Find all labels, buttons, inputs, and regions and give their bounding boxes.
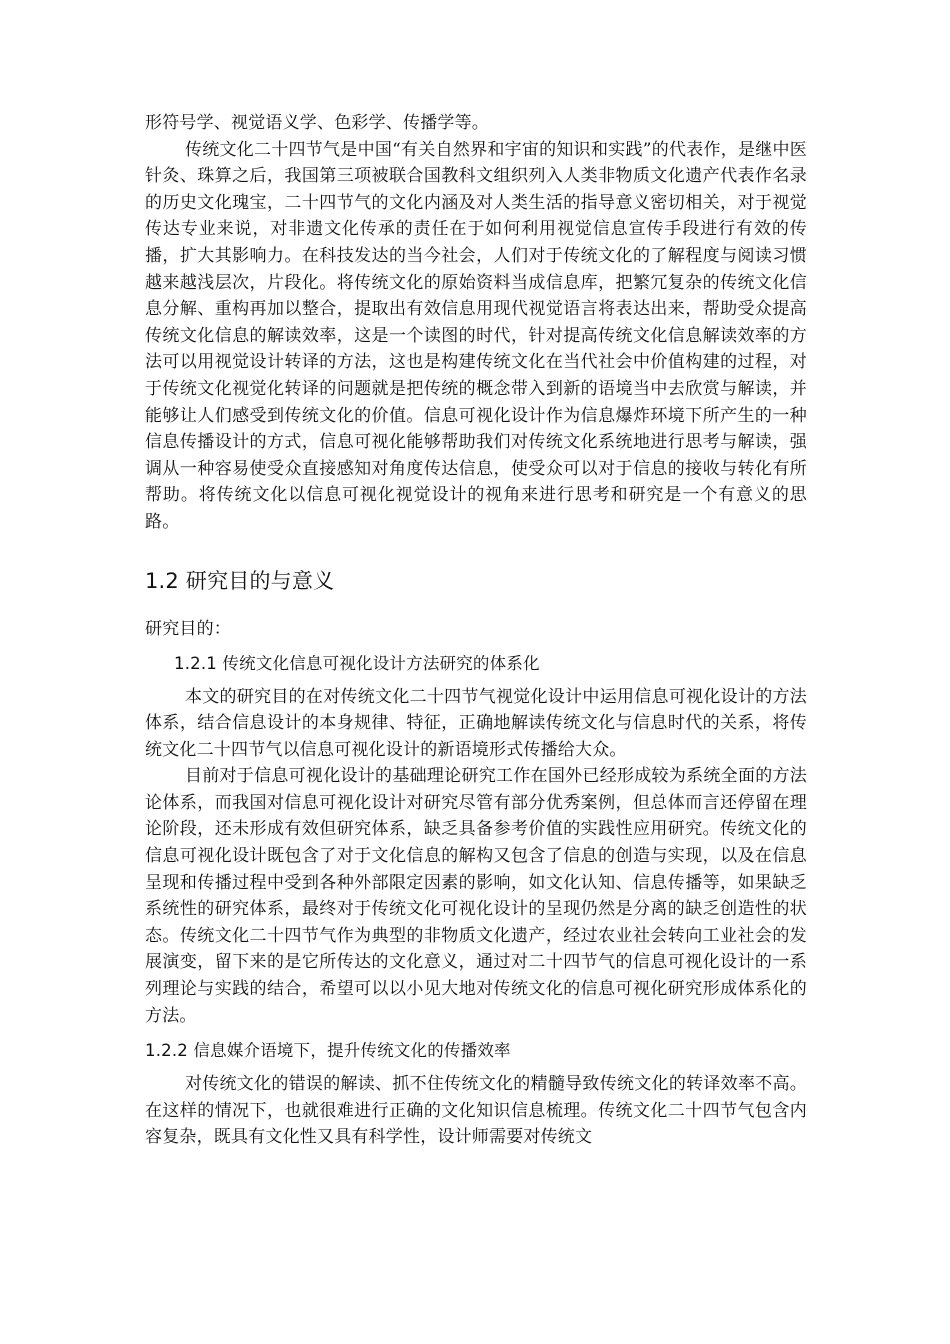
paragraph-solar-terms-background: 传统文化二十四节气是中国“有关自然界和宇宙的知识和实践”的代表作，是继中医针灸、珠算之后，我国第三项被联合国教科文组织列入人类非物质文化遗产代表作名录的历史文化瑰宝，二十四节气的文化内涵及对人类生活的指导意义密切相关，对于视觉传达专业来说，对非遗文化传承的责任在于如何利用视觉信息宣传手段进行有效的传播，扩大其影响力。在科技发达的当今社会，人们对于传统文化的了解程度与阅读习惯越来越浅层次，片段化。将传统文化的原始资料当成信息库，把繁冗复杂的传统文化信息分解、重构再加以整合，提取出有效信息用现代视觉语言将表达出来，帮助受众提高传统文化信息的解读效率，这是一个读图的时代，针对提高传统文化信息解读效率的方法可以用视觉设计转译的方法，这也是构建传统文化在当代社会中价值构建的过程，对于传统文化视觉化转译的问题就是把传统的概念带入到新的语境当中去欣赏与解读，并能够让人们感受到传统文化的价值。信息可视化设计作为信息爆炸环境下所产生的一种信息传播设计的方式，信息可视化能够帮助我们对传统文化系统地进行思考与解读，强调从一种容易使受众直接感知对角度传达信息，使受众可以对于信息的接收与转化有所帮助。将传统文化以信息可视化视觉设计的视角来进行思考和研究是一个有意义的思路。	[145, 139, 807, 532]
research-purpose-label: 研究目的：	[145, 618, 231, 639]
section-heading-1-2: 1.2 研究目的与意义	[145, 568, 335, 593]
paragraph-research-purpose: 本文的研究目的在对传统文化二十四节气视觉化设计中运用信息可视化设计的方法体系，结合信息设计的本身规律、特征，正确地解读传统文化与信息时代的关系，将传统文化二十四节气以信息可视化设计的新语境形式传播给大众。	[145, 686, 807, 760]
paragraph-intro-continuation: 形符号学、视觉语义学、色彩学、传播学等。	[145, 113, 489, 133]
paragraph-methodology-status: 目前对于信息可视化设计的基础理论研究工作在国外已经形成较为系统全面的方法论体系，而我国对信息可视化设计对研究尽管有部分优秀案例，但总体而言还停留在理论阶段，还未形成有效但研究体系，缺乏具备参考价值的实践性应用研究。传统文化的信息可视化设计既包含了对于文化信息的解构又包含了信息的创造与实现，以及在信息呈现和传播过程中受到各种外部限定因素的影响，如文化认知、信息传播等，如果缺乏系统性的研究体系，最终对于传统文化可视化设计的呈现仍然是分离的缺乏创造性的状态。传统文化二十四节气作为典型的非物质文化遗产，经过农业社会转向工业社会的发展演变，留下来的是它所传达的文化意义，通过对二十四节气的信息可视化设计的一系列理论与实践的结合，希望可以以小见大地对传统文化的信息可视化研究形成体系化的方法。	[145, 766, 807, 1026]
subsection-heading-1-2-2: 1.2.2 信息媒介语境下，提升传统文化的传播效率	[145, 1041, 511, 1061]
document-page	[145, 110, 807, 1151]
paragraph-transmission-efficiency: 对传统文化的错误的解读、抓不住传统文化的精髓导致传统文化的转译效率不高。在这样的情况下，也就很难进行正确的文化知识信息梳理。传统文化二十四节气包含内容复杂，既具有文化性又具有科学性，设计师需要对传统文	[145, 1074, 807, 1148]
subsection-heading-1-2-1: 1.2.1 传统文化信息可视化设计方法研究的体系化	[174, 653, 540, 673]
